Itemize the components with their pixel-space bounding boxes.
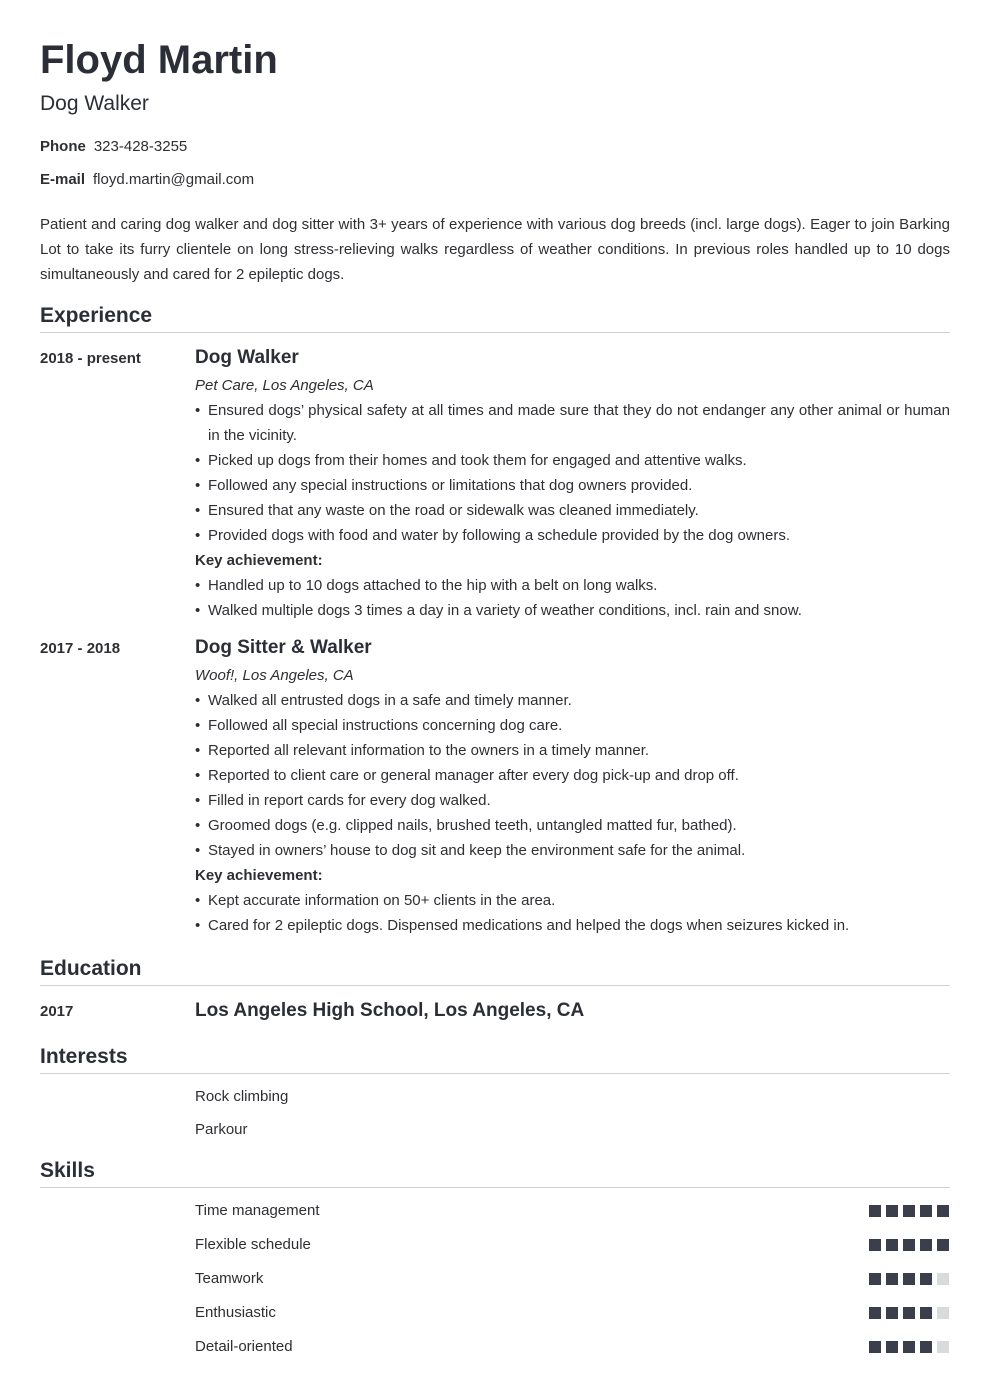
interests-section-heading	[40, 1043, 950, 1074]
skill-row	[195, 1269, 950, 1289]
list-item: • Walked all entrusted dogs in a safe and timely manner.	[195, 688, 950, 713]
skill-row	[195, 1337, 950, 1357]
skill-row	[195, 1303, 950, 1323]
skills-section-heading	[40, 1157, 950, 1188]
skill-level-empty-square	[937, 1307, 949, 1319]
list-item: • Reported all relevant information to the owners in a timely manner.	[195, 738, 950, 763]
skill-name: Enthusiastic	[195, 1304, 276, 1321]
skill-level-indicator	[869, 1205, 949, 1217]
skill-name: Teamwork	[195, 1270, 264, 1287]
skill-level-empty-square	[937, 1341, 949, 1353]
candidate-role: Dog Walker	[40, 92, 149, 115]
list-item: • Walked multiple dogs 3 times a day in a variety of weather conditions, incl. rain and snow.	[195, 598, 950, 623]
skill-level-filled-square	[903, 1307, 915, 1319]
skill-name: Time management	[195, 1202, 320, 1219]
list-item: • Reported to client care or general manager after every dog pick-up and drop off.	[195, 763, 950, 788]
skill-level-filled-square	[920, 1273, 932, 1285]
list-item: • Ensured that any waste on the road or sidewalk was cleaned immediately.	[195, 498, 950, 523]
skill-level-indicator	[869, 1307, 949, 1319]
skill-name: Detail-oriented	[195, 1338, 293, 1355]
list-item: • Cared for 2 epileptic dogs. Dispensed medications and helped the dogs when seizures kicked in.	[195, 913, 950, 938]
job-2-bullets	[195, 688, 950, 863]
summary-paragraph: Patient and caring dog walker and dog sitter with 3+ years of experience with various dog breeds (incl. large dogs). Eager to join Barking Lot to take its furry clientele on long stress-relieving walks regardless of weather conditions. In previous roles handled up to 10 dogs simultaneously and cared for 2 epileptic dogs.	[40, 216, 950, 283]
skill-level-filled-square	[920, 1205, 932, 1217]
skill-level-filled-square	[869, 1341, 881, 1353]
skill-level-filled-square	[903, 1205, 915, 1217]
interests-heading: Interests	[40, 1045, 128, 1068]
list-item: • Picked up dogs from their homes and took them for engaged and attentive walks.	[195, 448, 950, 473]
skill-level-filled-square	[869, 1205, 881, 1217]
skill-level-filled-square	[903, 1239, 915, 1251]
list-item: • Kept accurate information on 50+ clients in the area.	[195, 888, 950, 913]
job-1-achievements	[195, 573, 950, 623]
skill-level-empty-square	[937, 1273, 949, 1285]
skill-level-filled-square	[886, 1239, 898, 1251]
education-year: 2017	[40, 1003, 74, 1020]
job-1-title: Dog Walker	[195, 347, 299, 368]
email-label: E-mail	[40, 171, 86, 188]
skill-level-indicator	[869, 1239, 949, 1251]
list-item: • Followed any special instructions or limitations that dog owners provided.	[195, 473, 950, 498]
skill-row	[195, 1201, 950, 1221]
job-1-bullets	[195, 398, 950, 548]
skill-level-indicator	[869, 1273, 949, 1285]
list-item: • Filled in report cards for every dog walked.	[195, 788, 950, 813]
list-item: • Stayed in owners’ house to dog sit and keep the environment safe for the animal.	[195, 838, 950, 863]
phone-value: 323-428-3255	[93, 138, 188, 155]
education-school: Los Angeles High School, Los Angeles, CA	[195, 1000, 585, 1021]
education-section-heading	[40, 955, 950, 986]
skill-level-filled-square	[903, 1273, 915, 1285]
list-item: • Handled up to 10 dogs attached to the hip with a belt on long walks.	[195, 573, 950, 598]
interest-item: Rock climbing	[195, 1088, 289, 1105]
skill-level-filled-square	[903, 1341, 915, 1353]
skill-level-filled-square	[869, 1273, 881, 1285]
job-2	[195, 635, 950, 938]
skill-level-filled-square	[886, 1307, 898, 1319]
list-item: • Ensured dogs’ physical safety at all times and made sure that they do not endanger any other animal or human in the vicinity.	[195, 398, 950, 448]
skill-level-filled-square	[937, 1205, 949, 1217]
job-2-company: Woof!, Los Angeles, CA	[195, 667, 354, 684]
job-1	[195, 345, 950, 623]
skill-name: Flexible schedule	[195, 1236, 311, 1253]
phone-row	[40, 137, 187, 157]
list-item: • Followed all special instructions concerning dog care.	[195, 713, 950, 738]
list-item: • Groomed dogs (e.g. clipped nails, brushed teeth, untangled matted fur, bathed).	[195, 813, 950, 838]
skill-level-filled-square	[937, 1239, 949, 1251]
skills-heading: Skills	[40, 1159, 95, 1182]
skill-level-filled-square	[886, 1205, 898, 1217]
skill-level-filled-square	[886, 1273, 898, 1285]
education-heading: Education	[40, 957, 142, 980]
experience-section-heading	[40, 302, 950, 333]
email-row	[40, 170, 254, 190]
phone-label: Phone	[40, 138, 86, 155]
skill-level-indicator	[869, 1341, 949, 1353]
experience-heading: Experience	[40, 304, 153, 327]
skill-level-filled-square	[920, 1307, 932, 1319]
email-value[interactable]: floyd.martin@gmail.com	[93, 171, 255, 188]
job-1-dates: 2018 - present	[40, 350, 141, 367]
skill-row	[195, 1235, 950, 1255]
candidate-name: Floyd Martin	[40, 38, 278, 82]
job-2-title: Dog Sitter & Walker	[195, 637, 372, 658]
interest-item: Parkour	[195, 1121, 248, 1138]
skill-level-filled-square	[920, 1341, 932, 1353]
job-1-company: Pet Care, Los Angeles, CA	[195, 377, 374, 394]
job-2-dates: 2017 - 2018	[40, 640, 121, 657]
job-2-key-achievement-label: Key achievement:	[195, 867, 323, 884]
skill-level-filled-square	[886, 1341, 898, 1353]
skill-level-filled-square	[920, 1239, 932, 1251]
job-1-key-achievement-label: Key achievement:	[195, 552, 323, 569]
skill-level-filled-square	[869, 1307, 881, 1319]
list-item: • Provided dogs with food and water by following a schedule provided by the dog owners.	[195, 523, 950, 548]
skill-level-filled-square	[869, 1239, 881, 1251]
job-2-achievements	[195, 888, 950, 938]
